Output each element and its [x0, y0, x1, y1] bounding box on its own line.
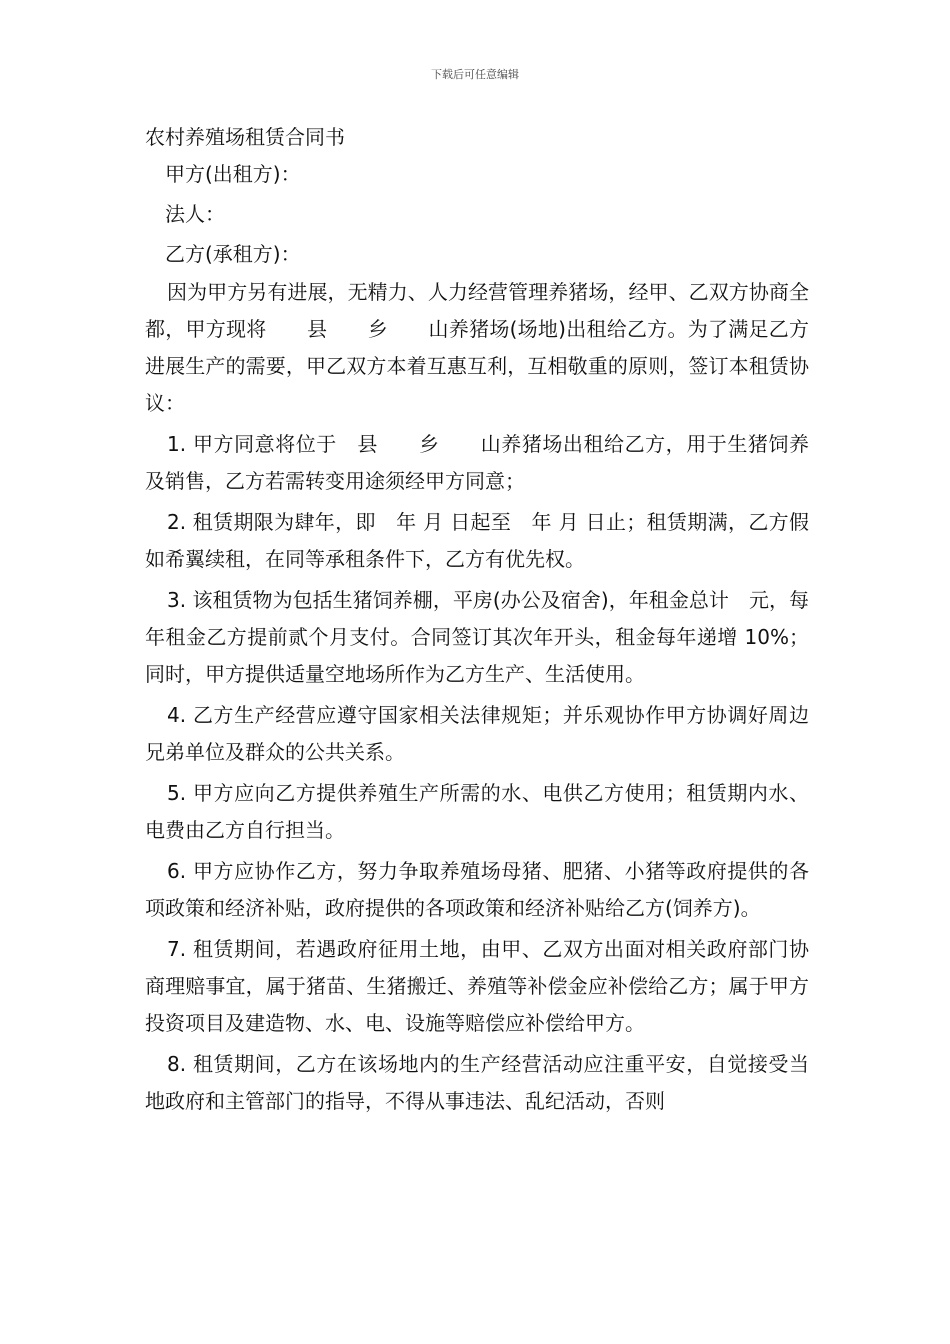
clause-7: 7. 租赁期间，若遇政府征用土地，由甲、乙双方出面对相关政府部门协商理赔事宜，属于猪苗、生猪搬迁、养殖等补偿金应补偿给乙方；属于甲方投资项目及建造物、水、电、设施等赔偿应补偿给甲方。 [145, 937, 809, 1035]
clause-8: 8. 租赁期间，乙方在该场地内的生产经营活动应注重平安，自觉接受当地政府和主管部门的指导，不得从事违法、乱纪活动，否则 [145, 1052, 809, 1113]
party-lessor: 甲方(出租方)： [165, 162, 301, 186]
party-legal-representative: 法人： [165, 202, 225, 226]
clause-6: 6. 甲方应协作乙方，努力争取养殖场母猪、肥猪、小猪等政府提供的各项政策和经济补贴，政府提供的各项政策和经济补贴给乙方(饲养方)。 [145, 859, 809, 920]
clause-5: 5. 甲方应向乙方提供养殖生产所需的水、电供乙方使用；租赁期内水、电费由乙方自行担当。 [145, 781, 809, 842]
clause-2: 2. 租赁期限为肆年，即 年 月 日起至 年 月 日止；租赁期满，乙方假如希翼续租，在同等承租条件下，乙方有优先权。 [145, 510, 809, 571]
document-title: 农村养殖场租赁合同书 [145, 125, 345, 149]
intro-paragraph: 因为甲方另有进展，无精力、人力经营管理养猪场，经甲、乙双方协商全都，甲方现将 县 乡 山养猪场(场地)出租给乙方。为了满足乙方进展生产的需要，甲乙双方本着互惠互利，互相敬重的原则，签订本租赁协议： [145, 280, 809, 415]
clause-4: 4. 乙方生产经营应遵守国家相关法律规矩；并乐观协作甲方协调好周边兄弟单位及群众的公共关系。 [145, 703, 809, 764]
party-lessee: 乙方(承租方)： [165, 242, 301, 266]
contract-body [145, 120, 809, 1120]
clause-3: 3. 该租赁物为包括生猪饲养棚，平房(办公及宿舍)，年租金总计 元，每年租金乙方提前贰个月支付。合同签订其次年开头，租金每年递增 10%；同时，甲方提供适量空地场所作为乙方生产、生活使用。 [145, 588, 809, 686]
clause-1: 1. 甲方同意将位于 县 乡 山养猪场出租给乙方，用于生猪饲养及销售，乙方若需转变用途须经甲方同意； [145, 432, 809, 493]
page-header: 下载后可任意编辑 [431, 68, 519, 81]
